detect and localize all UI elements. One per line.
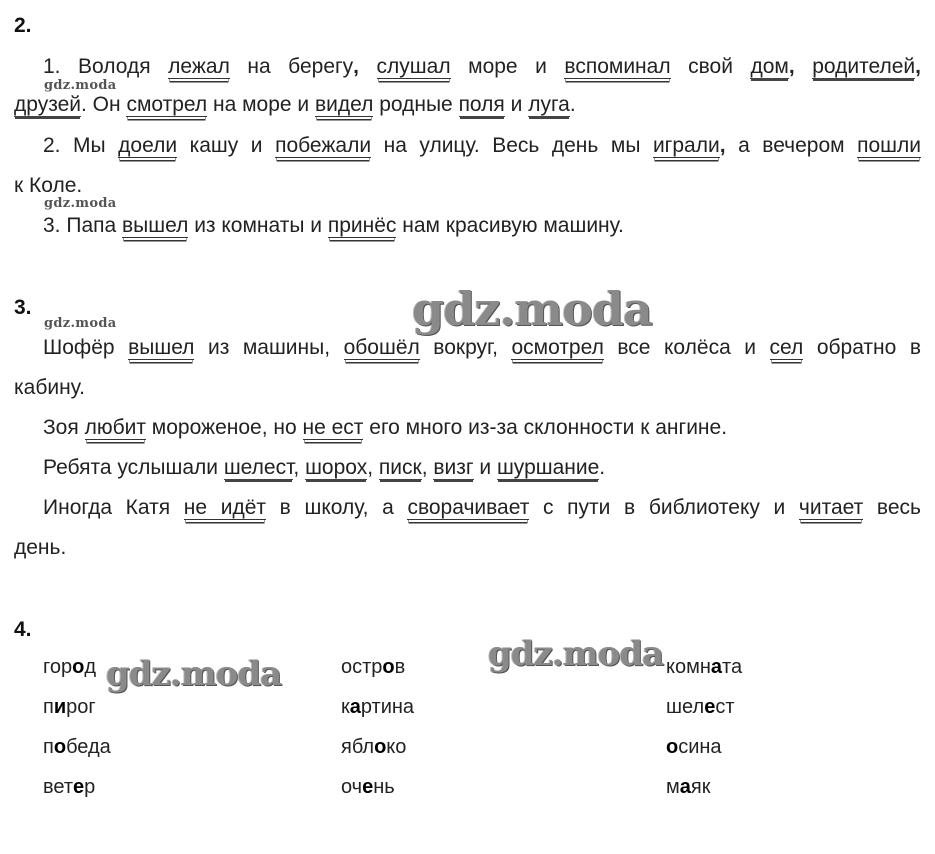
stress-word [666, 776, 710, 799]
homogeneous-member-word: поля [458, 93, 505, 116]
section-4-number: 4. [14, 618, 32, 641]
text-segment: а вечером [738, 134, 858, 157]
text-segment: . [569, 93, 576, 116]
predicate-word: принёс [327, 214, 397, 237]
stressed-vowel: е [704, 696, 716, 718]
word-part: як [690, 776, 711, 798]
watermark-small: gdz.moda [44, 316, 117, 331]
text-segment: на берегу [229, 55, 354, 78]
paragraph-line [43, 55, 921, 79]
predicate-word: смотрел [126, 93, 208, 116]
word-part: рог [66, 696, 96, 718]
paragraph-line [43, 416, 727, 440]
paragraph-line [43, 134, 921, 158]
word-part: ябл [341, 736, 375, 758]
stressed-vowel: о [374, 736, 387, 758]
stress-word [666, 696, 734, 719]
word-part: комн [666, 656, 711, 678]
paragraph-line [14, 536, 66, 560]
predicate-word: доели [118, 134, 178, 157]
word-part: нь [373, 776, 395, 798]
stressed-vowel: о [382, 656, 395, 678]
stress-word [341, 736, 406, 759]
paragraph-line [43, 496, 921, 520]
stressed-vowel: и [53, 696, 67, 718]
text-segment: , [367, 456, 379, 479]
homogeneous-member-word: визг [433, 456, 474, 479]
predicate-word: видел [314, 93, 374, 116]
text-segment: 1. Володя [43, 55, 169, 78]
homogeneous-member-word: друзей [14, 93, 81, 116]
word-part: ко [386, 736, 407, 758]
section-2-number: 2. [14, 14, 32, 37]
homogeneous-member-word: дом [750, 55, 789, 78]
predicate-word: вспоминал [564, 55, 671, 78]
predicate-word: обошёл [343, 336, 420, 359]
predicate-word: играли [652, 134, 720, 157]
text-segment: кашу и [177, 134, 276, 157]
stress-word [666, 656, 742, 679]
stressed-vowel: а [710, 656, 723, 678]
word-part: р [84, 776, 96, 798]
text-segment: Ребята услышали [43, 456, 224, 479]
word-part: ртина [360, 696, 415, 718]
word-part: д [84, 656, 96, 678]
stress-word [341, 656, 405, 679]
text-segment: все колёса и [603, 336, 770, 359]
text-segment: Иногда Катя [43, 496, 184, 519]
predicate-word: не идёт [183, 496, 266, 519]
text-segment: . [599, 456, 606, 479]
homogeneous-member-word: шуршание [496, 456, 600, 479]
text-segment: родные [373, 93, 459, 116]
text-segment: 2. Мы [43, 134, 119, 157]
predicate-word: слушал [376, 55, 451, 78]
paragraph-line [43, 456, 605, 480]
word-part: сина [678, 736, 722, 758]
word-part: м [666, 776, 680, 798]
text-segment: , [353, 55, 377, 78]
word-part: ст [715, 696, 735, 718]
stress-word [43, 736, 111, 759]
text-segment: . Он [81, 93, 127, 116]
predicate-word: лежал [168, 55, 230, 78]
predicate-word: сворачивает [407, 496, 530, 519]
text-segment: кабину. [14, 376, 85, 399]
word-part: остр [341, 656, 383, 678]
text-segment: к Коле. [14, 174, 83, 197]
text-segment: день. [14, 536, 67, 559]
paragraph-line [43, 336, 921, 360]
text-segment: море и [450, 55, 565, 78]
text-segment: вокруг, [419, 336, 512, 359]
stressed-vowel: е [362, 776, 374, 798]
text-segment: Шофёр [43, 336, 129, 359]
stress-word [341, 776, 395, 799]
text-segment: в школу, а [266, 496, 408, 519]
text-segment: , [421, 456, 434, 479]
text-segment: с пути в библиотеку и [529, 496, 799, 519]
predicate-word: любит [84, 416, 146, 439]
watermark-big: gdz.moda [488, 634, 664, 674]
paragraph-line [14, 174, 82, 198]
word-part: к [341, 696, 350, 718]
paragraph-line [14, 376, 85, 400]
word-part: беда [66, 736, 111, 758]
homogeneous-member-word: родителей [812, 55, 916, 78]
paragraph-line [43, 214, 624, 238]
word-part: п [43, 736, 54, 758]
text-segment: нам красивую машину. [396, 214, 624, 237]
text-segment: на улицу. Весь день мы [371, 134, 653, 157]
text-segment: Зоя [43, 416, 85, 439]
predicate-word: сел [769, 336, 804, 359]
homogeneous-member-word: шорох [305, 456, 368, 479]
word-part: вет [43, 776, 74, 798]
homogeneous-member-word: шелест [223, 456, 294, 479]
text-segment: из комнаты и [188, 214, 328, 237]
stress-word [43, 696, 96, 719]
predicate-word: вышел [128, 336, 195, 359]
watermark-big: gdz.moda [106, 654, 282, 694]
homogeneous-member-word: луга [528, 93, 570, 116]
word-part: гор [43, 656, 73, 678]
predicate-word: осмотрел [511, 336, 604, 359]
watermark-small: gdz.moda [44, 78, 117, 93]
predicate-word: вышел [122, 214, 189, 237]
text-segment: свой [670, 55, 751, 78]
paragraph-line [14, 93, 576, 117]
text-segment: его много из-за склонности к ангине. [363, 416, 728, 439]
text-segment: из машины, [194, 336, 344, 359]
text-segment: 3. Папа [43, 214, 123, 237]
word-part: оч [341, 776, 363, 798]
stressed-vowel: о [72, 656, 85, 678]
text-segment: , [788, 55, 813, 78]
stress-word [43, 656, 96, 679]
stressed-vowel: о [53, 736, 67, 758]
section-3-number: 3. [14, 296, 32, 319]
predicate-word: побежали [275, 134, 372, 157]
predicate-word: читает [798, 496, 864, 519]
stressed-vowel: а [349, 696, 361, 718]
text-segment: и [504, 93, 529, 116]
homogeneous-member-word: писк [378, 456, 422, 479]
stress-word [341, 696, 414, 719]
text-segment: , [915, 55, 921, 78]
text-segment: обратно в [803, 336, 921, 359]
predicate-word: пошли [857, 134, 922, 157]
text-segment: , [719, 134, 739, 157]
text-segment: весь [863, 496, 921, 519]
stressed-vowel: а [679, 776, 691, 798]
stressed-vowel: е [73, 776, 85, 798]
word-part: та [722, 656, 743, 678]
text-segment: и [473, 456, 497, 479]
word-part: шел [666, 696, 705, 718]
word-part: в [394, 656, 406, 678]
text-segment: на море и [207, 93, 315, 116]
stress-word [666, 736, 722, 759]
stress-word [43, 776, 95, 799]
predicate-word: не ест [302, 416, 364, 439]
text-segment: мороженое, но [145, 416, 303, 439]
watermark-small: gdz.moda [44, 196, 117, 211]
word-part: п [43, 696, 54, 718]
watermark-big: gdz.moda [412, 282, 652, 336]
stressed-vowel: о [666, 736, 679, 758]
text-segment: , [293, 456, 306, 479]
